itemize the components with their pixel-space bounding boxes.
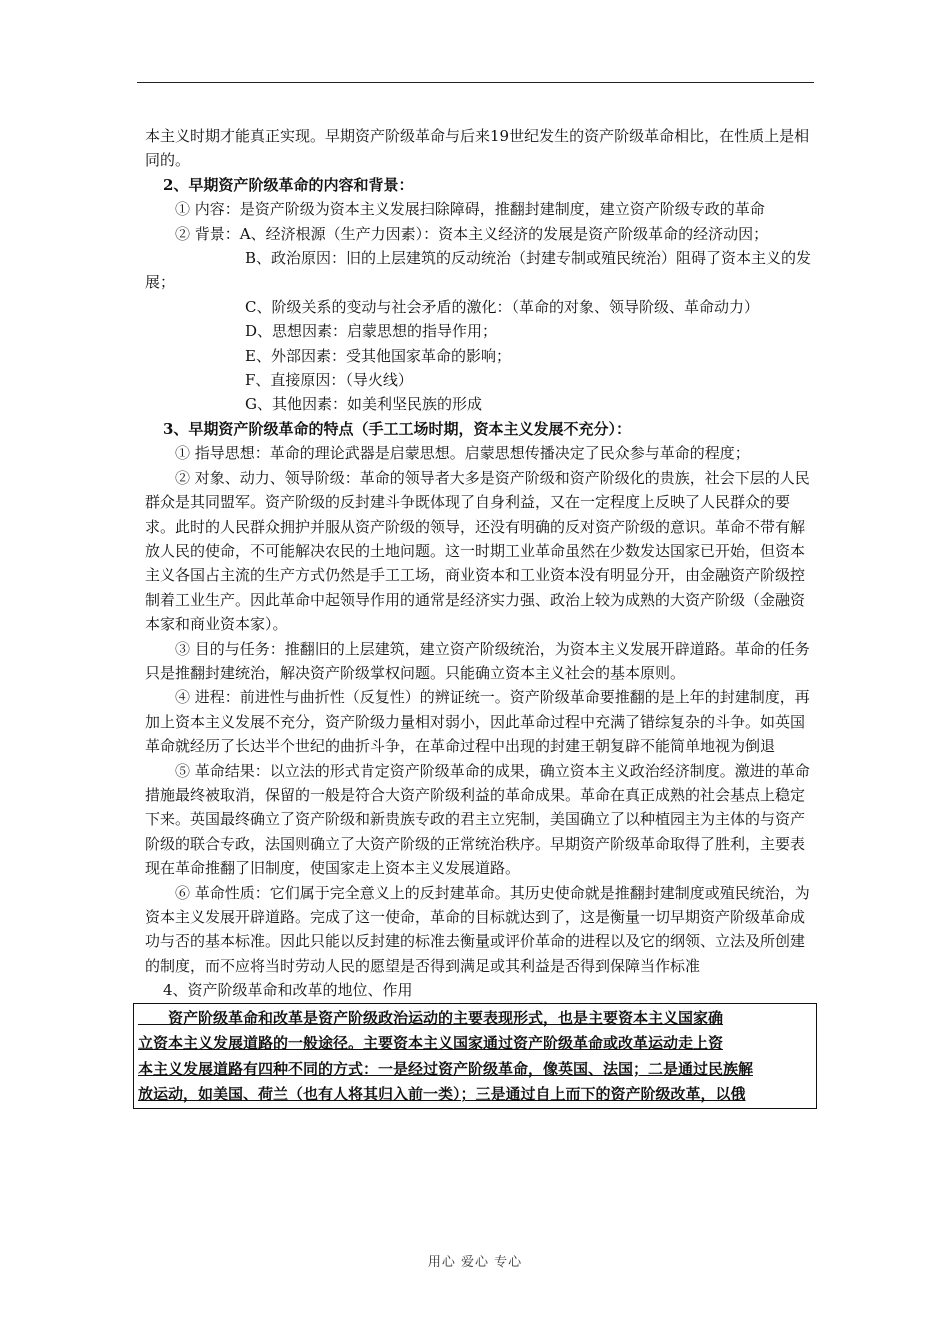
boxed-excerpt [133,1003,817,1109]
paragraph: ② 背景：A、经济根源（生产力因素）：资本主义经济的发展是资产阶级革命的经济动因； [175,224,769,243]
boxed-line: 资产阶级革命和改革是资产阶级政治运动的主要表现形式，也是主要资本主义国家确 [138,1008,724,1027]
paragraph: ④ 进程：前进性与曲折性（反复性）的辨证统一。资产阶级革命要推翻的是上年的封建制度，再加上资本主义发展不充分，资产阶级力量相对弱小，因此革命过程中充满了错综复杂的斗争。如英国革命就经历了长达半个世纪的曲折斗争，在革命过程中出现的封建王朝复辟不能简单地视为倒退 [145,688,810,756]
page-footer: 用心 爱心 专心 [427,1255,523,1270]
section-heading-4: 4、资产阶级革命和改革的地位、作用 [163,981,413,1000]
document-body [138,124,813,1109]
section-heading-2: 2、早期资产阶级革命的内容和背景： [163,175,414,194]
section-heading-3: 3、早期资产阶级革命的特点（手工工场时期，资本主义发展不充分）： [163,419,631,438]
paragraph: ① 内容：是资产阶级为资本主义发展扫除障碍，推翻封建制度，建立资产阶级专政的革命 [175,200,765,219]
paragraph: ⑥ 革命性质：它们属于完全意义上的反封建革命。其历史使命就是推翻封建制度或殖民统治，为资本主义发展开辟道路。完成了这一使命，革命的目标就达到了，这是衡量一切早期资产阶级革命成功与否的基本标准。因此只能以反封建的标准去衡量或评价革命的进程以及它的纲领、立法及所创建的制度，而不应将当时劳动人民的愿望是否得到满足或其利益是否得到保障当作标准 [145,883,810,975]
paragraph: E、外部因素：受其他国家革命的影响； [245,346,511,365]
paragraph: C、阶级关系的变动与社会矛盾的激化：（革命的对象、领导阶级、革命动力） [245,297,759,316]
paragraph: F、直接原因：（导火线） [245,371,413,390]
boxed-line: 本主义发展道路有四种不同的方式：一是经过资产阶级革命，像英国、法国；二是通过民族解 [138,1059,754,1078]
paragraph: 本主义时期才能真正实现。早期资产阶级革命与后来19世纪发生的资产阶级革命相比，在性质上是相同的。 [145,127,810,170]
paragraph: D、思想因素：启蒙思想的指导作用； [245,322,498,341]
paragraph: ③ 目的与任务：推翻旧的上层建筑，建立资产阶级统治，为资本主义发展开辟道路。革命的任务只是推翻封建统治，解决资产阶级掌权问题。只能确立资本主义社会的基本原则。 [145,639,810,682]
paragraph: ② 对象、动力、领导阶级：革命的领导者大多是资产阶级和资产阶级化的贵族，社会下层的人民群众是其同盟军。资产阶级的反封建斗争既体现了自身利益，又在一定程度上反映了人民群众的要求。此时的人民群众拥护并服从资产阶级的领导，还没有明确的反对资产阶级的意识。革命不带有解放人民的使命，不可能解决农民的土地问题。这一时期工业革命虽然在少数发达国家已开始，但资本主义各国占主流的生产方式仍然是手工工场，商业资本和工业资本没有明显分开，由金融资产阶级控制着工业生产。因此革命中起领导作用的通常是经济实力强、政治上较为成熟的大资产阶级（金融资本家和商业资本家）。 [145,468,810,634]
header-rule [137,82,814,83]
boxed-line: 放运动，如美国、荷兰（也有人将其归入前一类）；三是通过自上而下的资产阶级改革，以俄 [138,1085,746,1104]
paragraph: G、其他因素：如美利坚民族的形成 [245,395,482,414]
paragraph: ① 指导思想：革命的理论武器是启蒙思想。启蒙思想传播决定了民众参与革命的程度； [175,444,750,463]
paragraph: B、政治原因：旧的上层建筑的反动统治（封建专制或殖民统治）阻碍了资本主义的发展； [145,249,812,292]
boxed-line: 立资本主义发展道路的一般途径。主要资本主义国家通过资产阶级革命或改革运动走上资 [138,1034,724,1053]
paragraph: ⑤ 革命结果：以立法的形式肯定资产阶级革命的成果，确立资本主义政治经济制度。激进的革命措施最终被取消，保留的一般是符合大资产阶级利益的革命成果。革命在真正成熟的社会基点上稳定下来。英国最终确立了资产阶级和新贵族专政的君主立宪制，美国确立了以种植园主为主体的与资产阶级的联合专政，法国则确立了大资产阶级的正常统治秩序。早期资产阶级革命取得了胜利，主要表现在革命推翻了旧制度，使国家走上资本主义发展道路。 [145,761,810,878]
